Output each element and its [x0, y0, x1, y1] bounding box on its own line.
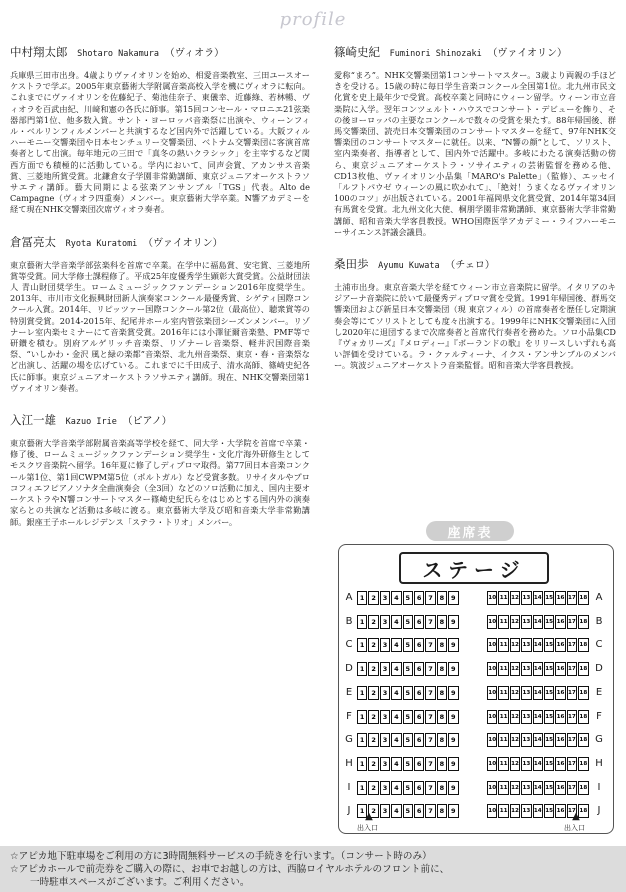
seat-B15: 15	[544, 615, 554, 629]
row-letter-left: H	[345, 757, 353, 769]
notice-parking: ☆アピカ地下駐車場をご利用の方に3時間無料サービスの手続きを行います。（コンサート時のみ）	[10, 851, 432, 862]
seat-C10: 10	[487, 638, 497, 652]
name-roman: Ayumu Kuwata	[378, 261, 440, 272]
seat-A16: 16	[555, 591, 565, 605]
bio-nakamura	[10, 44, 310, 216]
seat-E14: 14	[533, 686, 543, 700]
seat-block-left	[357, 733, 459, 747]
seating-chart	[338, 544, 614, 834]
seat-G13: 13	[521, 733, 531, 747]
seat-A1: 1	[357, 591, 367, 605]
seat-B18: 18	[578, 615, 588, 629]
seat-C16: 16	[555, 638, 565, 652]
seat-D13: 13	[521, 662, 531, 676]
row-letter-left: I	[347, 781, 351, 793]
row-letter-right: I	[597, 781, 601, 793]
seat-D10: 10	[487, 662, 497, 676]
bio-shinozaki	[334, 44, 616, 238]
seat-block-left	[357, 638, 459, 652]
row-letter-right: C	[595, 639, 603, 651]
seat-G4: 4	[391, 733, 401, 747]
seat-G5: 5	[403, 733, 413, 747]
seat-I17: 17	[567, 781, 577, 795]
seat-block-right	[487, 591, 589, 605]
seat-D8: 8	[437, 662, 447, 676]
seat-block-left	[357, 591, 459, 605]
seat-G2: 2	[368, 733, 378, 747]
bio-name	[10, 44, 310, 60]
row-letter-left: J	[347, 805, 351, 817]
seat-J15: 15	[544, 804, 554, 818]
seat-D2: 2	[368, 662, 378, 676]
seat-E2: 2	[368, 686, 378, 700]
seat-I2: 2	[368, 781, 378, 795]
seat-B7: 7	[425, 615, 435, 629]
seat-B13: 13	[521, 615, 531, 629]
seat-block-left	[357, 710, 459, 724]
seat-C4: 4	[391, 638, 401, 652]
seat-I12: 12	[510, 781, 520, 795]
seat-C9: 9	[448, 638, 458, 652]
seat-A7: 7	[425, 591, 435, 605]
seat-G1: 1	[357, 733, 367, 747]
seat-block-right	[487, 757, 589, 771]
seat-F18: 18	[578, 710, 588, 724]
seat-block-left	[357, 781, 459, 795]
seat-row-F	[339, 708, 615, 728]
row-letter-left: G	[345, 734, 353, 746]
seat-F5: 5	[403, 710, 413, 724]
seat-J8: 8	[437, 804, 447, 818]
seat-F3: 3	[380, 710, 390, 724]
seat-J12: 12	[510, 804, 520, 818]
row-letter-right: F	[596, 710, 602, 722]
seat-H2: 2	[368, 757, 378, 771]
seat-H18: 18	[578, 757, 588, 771]
name-kanji: 中村翔太郎	[10, 45, 68, 59]
seat-A6: 6	[414, 591, 424, 605]
seat-A15: 15	[544, 591, 554, 605]
seat-J16: 16	[555, 804, 565, 818]
seat-D4: 4	[391, 662, 401, 676]
seat-G7: 7	[425, 733, 435, 747]
bio-kuwata	[334, 256, 616, 372]
bio-name	[334, 256, 616, 272]
notice-hotel-cont: 一時駐車スペースがございます。ご利用ください。	[30, 877, 250, 888]
seat-H9: 9	[448, 757, 458, 771]
seat-block-right	[487, 733, 589, 747]
seat-E13: 13	[521, 686, 531, 700]
seat-J14: 14	[533, 804, 543, 818]
seat-E18: 18	[578, 686, 588, 700]
seat-block-right	[487, 638, 589, 652]
seat-B11: 11	[498, 615, 508, 629]
seat-C3: 3	[380, 638, 390, 652]
seat-J4: 4	[391, 804, 401, 818]
seat-A10: 10	[487, 591, 497, 605]
seat-E6: 6	[414, 686, 424, 700]
seat-F7: 7	[425, 710, 435, 724]
seat-D7: 7	[425, 662, 435, 676]
seat-E15: 15	[544, 686, 554, 700]
seat-G10: 10	[487, 733, 497, 747]
bio-text: 東京藝術大学音楽学部附属音楽高等学校を経て、同大学・大学院を首席で卒業・修了後、ロームミュージックファンデーション奨学生・文化庁海外研修生としてモスクワ音楽院へ留学。16年夏に修了しディプロマ取得。第77回日本音楽コンクール第1位、第1回CWPM第5位（ポルトガル）など受賞多数。リサイタルやプロコフィエフピアノソナタ全曲演奏会（全3回）などのソロ活動に加え、国内主要オーケストラやN響コンサートマスター篠崎史紀氏らをはじめとする国内外の演奏家らとの共演など活動は多岐に渡る。東京藝術大学及び昭和音楽大学非常勤講師。銀座王子ホールレジデンス「ステラ・トリオ」メンバー。	[10, 438, 310, 527]
seat-I13: 13	[521, 781, 531, 795]
row-letter-right: A	[595, 592, 603, 603]
seat-D9: 9	[448, 662, 458, 676]
row-letter-left: A	[345, 592, 353, 603]
instrument: （ヴァイオリン）	[487, 48, 568, 59]
seat-I14: 14	[533, 781, 543, 795]
seat-B8: 8	[437, 615, 447, 629]
row-letter-right: E	[595, 686, 603, 698]
seat-D1: 1	[357, 662, 367, 676]
name-kanji: 篠崎史紀	[334, 45, 380, 59]
seat-A2: 2	[368, 591, 378, 605]
seat-I7: 7	[425, 781, 435, 795]
seat-B12: 12	[510, 615, 520, 629]
seat-B17: 17	[567, 615, 577, 629]
seat-C17: 17	[567, 638, 577, 652]
right-column	[334, 40, 616, 390]
seat-J18: 18	[578, 804, 588, 818]
seat-F9: 9	[448, 710, 458, 724]
seat-B6: 6	[414, 615, 424, 629]
seat-C5: 5	[403, 638, 413, 652]
entrance-right-label: 出入口	[564, 824, 585, 832]
seat-I6: 6	[414, 781, 424, 795]
seat-block-right	[487, 781, 589, 795]
row-letter-left: B	[345, 615, 353, 627]
seat-E5: 5	[403, 686, 413, 700]
bio-irie	[10, 412, 310, 528]
seat-J7: 7	[425, 804, 435, 818]
seat-D12: 12	[510, 662, 520, 676]
seat-block-left	[357, 615, 459, 629]
seat-F6: 6	[414, 710, 424, 724]
seat-block-right	[487, 662, 589, 676]
seat-B16: 16	[555, 615, 565, 629]
seat-I8: 8	[437, 781, 447, 795]
seat-H17: 17	[567, 757, 577, 771]
header	[0, 0, 626, 38]
seat-J3: 3	[380, 804, 390, 818]
seat-H12: 12	[510, 757, 520, 771]
seat-J10: 10	[487, 804, 497, 818]
seat-J6: 6	[414, 804, 424, 818]
seat-G17: 17	[567, 733, 577, 747]
row-letter-left: D	[345, 663, 353, 675]
bio-name	[10, 234, 310, 250]
seat-H1: 1	[357, 757, 367, 771]
row-letter-right: D	[595, 663, 603, 675]
row-letter-right: J	[597, 805, 601, 817]
bio-text: 東京藝術大学音楽学部弦楽科を首席で卒業。在学中に福島賞、安宅賞、三菱地所賞等受賞。同大学修士課程修了。平成25年度優秀学生顕彰大賞受賞。公益財団法人 青山財団奨学生。ロームミュージックファンデーション2016年度奨学生。2013年、市川市文化振興財団新人演奏家コンクール最優秀賞、シゲティ国際コンクール入賞。2014年、リピッツァー国際コンクール第2位（最高位）、聴衆賞等の特別賞受賞。2014-2015年、紀尾井ホール室内管弦楽団シーズンメンバー。リゾナーレ室内楽セミナーにて音楽賞受賞。2016年には小澤征爾音楽塾、PMF等で研鑽を積む。別府アルゲリッチ音楽祭、リゾナーレ音楽祭、軽井沢国際音楽祭、“いしかわ・金沢 風と緑の楽都”音楽祭、北九州音楽祭、東京・春・音楽祭など出演し、活躍の場を広げている。これまでに千田成子、清水高師、篠崎史紀各氏に師事。東京ジュニアオーケストラソサエティ講師。現在、NHK交響楽団第1ヴァイオリン奏者。	[10, 259, 310, 393]
seat-J11: 11	[498, 804, 508, 818]
bio-text: 愛称“まろ”。NHK交響楽団第1コンサートマスター。3歳より両親の手ほどきを受ける。15歳の時に毎日学生音楽コンクール全国第1位。北九州市民文化賞を史上最年少で受賞。高校卒業と同時にウィーン留学。ウィーン市立音楽院に入学。翌年コンツェルト・ハウスでコンサート・デビューを飾り、その後ヨーロッパの主要なコンクールで数々の受賞を果たす。88年帰国後、群馬交響楽団、読売日本交響楽団のコンサートマスターを経て、97年NHK交響楽団のコンサートマスターに就任。以来、“N響の顔”として、ソリスト、室内楽奏者、指導者として、国内外で活躍中。多岐にわたる演奏活動の傍ら、東京ジュニアオーケストラ・ソサイエティの芸術監督を務める他、CD13枚他、ヴァイオリン小品集「MARO's Palette」（監修）、エッセイ「ルフトパウゼ ウィーンの風に吹かれて」、「絶対！うまくなるヴァイオリン 100のコツ」が出版されている。2001年福岡県文化賞受賞、2014年第34回有馬賞を受賞。北九州文化大使、桐朋学園非常勤講師、東京藝術大学非常勤講師、昭和音楽大学客員教授。WHO国際医学アカデミー・ライフハーモニーサイエンス評議会議員。	[334, 70, 616, 237]
seat-C11: 11	[498, 638, 508, 652]
seat-H4: 4	[391, 757, 401, 771]
seat-J1: 1	[357, 804, 367, 818]
row-letter-right: H	[595, 757, 603, 769]
seat-C12: 12	[510, 638, 520, 652]
seat-G14: 14	[533, 733, 543, 747]
seat-F17: 17	[567, 710, 577, 724]
bio-name	[334, 44, 616, 60]
seat-J13: 13	[521, 804, 531, 818]
seat-D5: 5	[403, 662, 413, 676]
left-column	[10, 40, 310, 546]
seat-C6: 6	[414, 638, 424, 652]
seat-H15: 15	[544, 757, 554, 771]
seat-I18: 18	[578, 781, 588, 795]
row-letter-right: B	[595, 615, 603, 627]
seat-D6: 6	[414, 662, 424, 676]
seating-chart-title: 座席表	[426, 521, 514, 541]
seat-A11: 11	[498, 591, 508, 605]
seat-C1: 1	[357, 638, 367, 652]
seat-I16: 16	[555, 781, 565, 795]
seat-D18: 18	[578, 662, 588, 676]
seat-B1: 1	[357, 615, 367, 629]
seat-F12: 12	[510, 710, 520, 724]
row-letter-left: C	[345, 639, 353, 651]
seat-I5: 5	[403, 781, 413, 795]
seat-block-left	[357, 686, 459, 700]
bio-text: 兵庫県三田市出身。4歳よりヴァイオリンを始め、相愛音楽教室、三田ユースオーケストラで学ぶ。2005年東京藝術大学附属音楽高校入学を機にヴィオラに転向。これまでにヴァイオリンを佐藤紀子、菊池佳奈子、東儀幸、近藤綠、若林暢、ヴィオラを百武由紀、川﨑和憲の各氏に師事。第15回コンセール・マロニエ21弦楽器部門第1位、他多数入賞。サント・ヨーロッパ音楽祭に出演や、ウィーンフィル・ベルリンフィルメンバーと共演するなど国内外で活躍している。大阪フィルハーモニー交響楽団や日本センチュリー交響楽団、ベトナム交響楽団に客演首席奏者として出演。毎年地元の三田で「真冬の熱いクラシック」を主宰するなど関西方面でも積極的に活動している。学内において、同声会賞、アカンサス音楽賞、三菱地所賞受賞。北鎌倉女子学園非常勤講師、東京ジュニアオーケストラソサエティ講師。藝大同期による弦楽アンサンブル「TGS」代表。Alto de Campagne（ヴィオラ四重奏）メンバー。東京藝術大学卒業。N響アカデミーを経て現在NHK交響楽団次席ヴィオラ奏者。	[10, 70, 310, 215]
seat-A9: 9	[448, 591, 458, 605]
seat-A3: 3	[380, 591, 390, 605]
seat-G8: 8	[437, 733, 447, 747]
seat-row-B	[339, 613, 615, 633]
seat-block-right	[487, 615, 589, 629]
seat-F14: 14	[533, 710, 543, 724]
seat-I15: 15	[544, 781, 554, 795]
seat-G12: 12	[510, 733, 520, 747]
seat-B5: 5	[403, 615, 413, 629]
seat-F4: 4	[391, 710, 401, 724]
seat-D16: 16	[555, 662, 565, 676]
seat-A5: 5	[403, 591, 413, 605]
seat-E4: 4	[391, 686, 401, 700]
seat-I10: 10	[487, 781, 497, 795]
seat-H11: 11	[498, 757, 508, 771]
name-roman: Shotaro Nakamura	[77, 49, 160, 59]
seat-row-C	[339, 636, 615, 656]
seat-B3: 3	[380, 615, 390, 629]
seat-G15: 15	[544, 733, 554, 747]
seat-A14: 14	[533, 591, 543, 605]
seat-G16: 16	[555, 733, 565, 747]
seat-C18: 18	[578, 638, 588, 652]
notice-hotel: ☆アピカホールで前売券をご購入の際に、お車でお越しの方は、西脇ロイヤルホテルのフロント前に、	[10, 864, 450, 875]
seat-H10: 10	[487, 757, 497, 771]
seat-H7: 7	[425, 757, 435, 771]
row-letter-left: F	[346, 710, 352, 722]
name-kanji: 倉冨亮太	[10, 234, 56, 249]
seat-A8: 8	[437, 591, 447, 605]
seat-row-H	[339, 755, 615, 775]
instrument: （ヴァイオリン）	[142, 237, 223, 249]
seat-E16: 16	[555, 686, 565, 700]
seat-F10: 10	[487, 710, 497, 724]
seat-F2: 2	[368, 710, 378, 724]
instrument: （ヴィオラ）	[164, 48, 225, 59]
seat-H13: 13	[521, 757, 531, 771]
seat-block-left	[357, 757, 459, 771]
seat-I11: 11	[498, 781, 508, 795]
seat-G11: 11	[498, 733, 508, 747]
seat-C14: 14	[533, 638, 543, 652]
seat-row-A	[339, 589, 615, 609]
seat-J2: 2	[368, 804, 378, 818]
seat-C7: 7	[425, 638, 435, 652]
seat-E10: 10	[487, 686, 497, 700]
bio-name	[10, 412, 310, 428]
seat-H16: 16	[555, 757, 565, 771]
seat-D15: 15	[544, 662, 554, 676]
seat-G18: 18	[578, 733, 588, 747]
seat-H14: 14	[533, 757, 543, 771]
seat-J5: 5	[403, 804, 413, 818]
seat-F16: 16	[555, 710, 565, 724]
entrance-left-arrow-icon: ▲	[365, 811, 373, 822]
seat-D17: 17	[567, 662, 577, 676]
seat-row-E	[339, 684, 615, 704]
instrument: （ピアノ）	[122, 416, 172, 428]
seat-A18: 18	[578, 591, 588, 605]
bio-text: 土浦市出身。東京音楽大学を経てウィーン市立音楽院に留学。イタリアのキジアーナ音楽院に於いて最優秀ディプロマ賞を受賞。1991年帰国後、群馬交響楽団および新星日本交響楽団（現 東京フィル）の首席奏者を歴任し定期演奏会等にてソリストとしても度々出演する。1999年にNHK交響楽団に入団し2020年に退団するまで次席奏者と首席代行奏者を務めた。ソロ小品集CD『ヴォカリーズ』『メロディー』『ボーランドの歌』をリリースしいずれも高い評価を受けている。ラ・クァルティーナ、イクス・アンサンブルのメンバー。筑波ジュニアオーケストラ音楽監督。昭和音楽大学客員教授。	[334, 282, 616, 371]
seat-I3: 3	[380, 781, 390, 795]
seat-row-D	[339, 660, 615, 680]
seat-B14: 14	[533, 615, 543, 629]
seat-B9: 9	[448, 615, 458, 629]
entrance-left-label: 出入口	[357, 824, 378, 832]
seat-B2: 2	[368, 615, 378, 629]
seat-I1: 1	[357, 781, 367, 795]
name-roman: Fuminori Shinozaki	[389, 49, 482, 59]
seat-I9: 9	[448, 781, 458, 795]
seat-E7: 7	[425, 686, 435, 700]
seat-E1: 1	[357, 686, 367, 700]
seat-block-right	[487, 686, 589, 700]
seat-D14: 14	[533, 662, 543, 676]
seat-B4: 4	[391, 615, 401, 629]
seat-F1: 1	[357, 710, 367, 724]
name-kanji: 桑田歩	[334, 257, 369, 272]
seat-D3: 3	[380, 662, 390, 676]
name-roman: Kazuo Irie	[65, 417, 117, 428]
seat-G3: 3	[380, 733, 390, 747]
seat-F13: 13	[521, 710, 531, 724]
seat-F15: 15	[544, 710, 554, 724]
seat-H3: 3	[380, 757, 390, 771]
seat-J9: 9	[448, 804, 458, 818]
seat-F8: 8	[437, 710, 447, 724]
footer-notice	[0, 846, 626, 892]
seat-A4: 4	[391, 591, 401, 605]
row-letter-left: E	[345, 686, 353, 698]
seat-F11: 11	[498, 710, 508, 724]
seat-A12: 12	[510, 591, 520, 605]
entrance-right-arrow-icon: ▲	[572, 811, 580, 822]
seat-C13: 13	[521, 638, 531, 652]
seat-B10: 10	[487, 615, 497, 629]
seat-G6: 6	[414, 733, 424, 747]
seat-E11: 11	[498, 686, 508, 700]
seat-E8: 8	[437, 686, 447, 700]
stage-label: ステージ	[399, 552, 549, 584]
seat-row-I	[339, 779, 615, 799]
seat-A13: 13	[521, 591, 531, 605]
seat-E3: 3	[380, 686, 390, 700]
seat-E12: 12	[510, 686, 520, 700]
row-letter-right: G	[595, 734, 603, 746]
name-roman: Ryota Kuratomi	[65, 238, 138, 249]
seat-A17: 17	[567, 591, 577, 605]
bio-kuratomi	[10, 234, 310, 394]
seat-H8: 8	[437, 757, 447, 771]
name-kanji: 入江一雄	[10, 413, 56, 428]
seat-block-right	[487, 710, 589, 724]
seat-G9: 9	[448, 733, 458, 747]
seat-E17: 17	[567, 686, 577, 700]
instrument: （チェロ）	[445, 260, 495, 272]
seat-H6: 6	[414, 757, 424, 771]
seat-I4: 4	[391, 781, 401, 795]
seat-J17: 17	[567, 804, 577, 818]
seat-C2: 2	[368, 638, 378, 652]
seat-row-G	[339, 731, 615, 751]
page-title: profile	[279, 8, 347, 30]
seat-block-left	[357, 662, 459, 676]
seat-E9: 9	[448, 686, 458, 700]
seat-H5: 5	[403, 757, 413, 771]
seat-D11: 11	[498, 662, 508, 676]
seat-C15: 15	[544, 638, 554, 652]
seat-C8: 8	[437, 638, 447, 652]
